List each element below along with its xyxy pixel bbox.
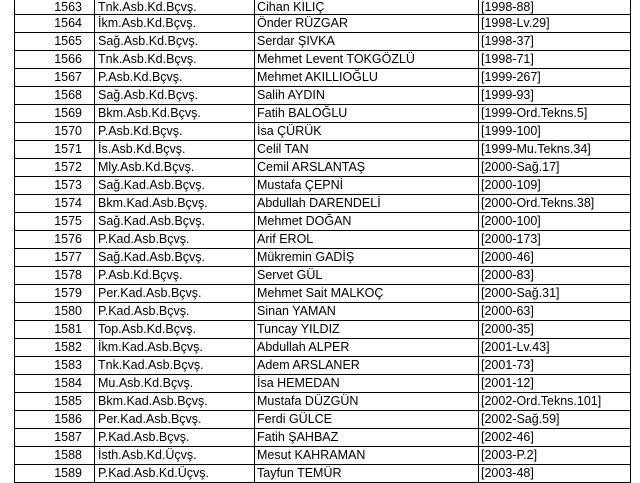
name-cell: Mesut KAHRAMAN	[255, 447, 479, 465]
rank-cell: P.Kad.Asb.Bçvş.	[95, 303, 255, 321]
code-cell: [1998-Lv.29]	[479, 15, 631, 33]
code-cell: [1999-100]	[479, 123, 631, 141]
row-number: 1584	[15, 375, 95, 393]
table-row	[15, 465, 631, 483]
table-row	[15, 195, 631, 213]
code-cell: [2000-Sağ.17]	[479, 159, 631, 177]
row-number: 1563	[15, 0, 95, 15]
table-row	[15, 285, 631, 303]
row-number: 1575	[15, 213, 95, 231]
code-cell: [1999-Mu.Tekns.34]	[479, 141, 631, 159]
table-row	[15, 123, 631, 141]
code-cell: [2001-Lv.43]	[479, 339, 631, 357]
table-row	[15, 321, 631, 339]
personnel-table-body	[15, 0, 631, 483]
code-cell: [2000-83]	[479, 267, 631, 285]
table-row	[15, 339, 631, 357]
rank-cell: İkm.Kad.Asb.Bçvş.	[95, 339, 255, 357]
row-number: 1569	[15, 105, 95, 123]
name-cell: Tuncay YILDIZ	[255, 321, 479, 339]
row-number: 1574	[15, 195, 95, 213]
table-row	[15, 105, 631, 123]
name-cell: Cemil ARSLANTAŞ	[255, 159, 479, 177]
table-row	[15, 69, 631, 87]
row-number: 1567	[15, 69, 95, 87]
table-row	[15, 159, 631, 177]
code-cell: [2003-P.2]	[479, 447, 631, 465]
name-cell: Ferdi GÜLCE	[255, 411, 479, 429]
row-number: 1585	[15, 393, 95, 411]
row-number: 1565	[15, 33, 95, 51]
rank-cell: P.Asb.Kd.Bçvş.	[95, 123, 255, 141]
name-cell: Serdar ŞIVKA	[255, 33, 479, 51]
row-number: 1576	[15, 231, 95, 249]
code-cell: [2000-100]	[479, 213, 631, 231]
row-number: 1573	[15, 177, 95, 195]
rank-cell: Sağ.Kad.Asb.Bçvş.	[95, 177, 255, 195]
row-number: 1579	[15, 285, 95, 303]
rank-cell: Per.Kad.Asb.Bçvş.	[95, 285, 255, 303]
table-row	[15, 33, 631, 51]
table-row	[15, 303, 631, 321]
table-row	[15, 15, 631, 33]
table-row	[15, 51, 631, 69]
table-row	[15, 177, 631, 195]
code-cell: [1999-267]	[479, 69, 631, 87]
table-row	[15, 87, 631, 105]
table-row	[15, 0, 631, 15]
rank-cell: P.Asb.Kd.Bçvş.	[95, 267, 255, 285]
code-cell: [2000-46]	[479, 249, 631, 267]
name-cell: Abdullah DARENDELİ	[255, 195, 479, 213]
row-number: 1578	[15, 267, 95, 285]
name-cell: Önder RÜZGAR	[255, 15, 479, 33]
rank-cell: İsth.Asb.Kd.Üçvş.	[95, 447, 255, 465]
row-number: 1566	[15, 51, 95, 69]
code-cell: [1999-93]	[479, 87, 631, 105]
rank-cell: Sağ.Asb.Kd.Bçvş.	[95, 33, 255, 51]
name-cell: Abdullah ALPER	[255, 339, 479, 357]
name-cell: Adem ARSLANER	[255, 357, 479, 375]
table-row	[15, 411, 631, 429]
row-number: 1589	[15, 465, 95, 483]
rank-cell: Sağ.Kad.Asb.Bçvş.	[95, 213, 255, 231]
rank-cell: Mu.Asb.Kd.Bçvş.	[95, 375, 255, 393]
name-cell: Fatih BALOĞLU	[255, 105, 479, 123]
name-cell: Mehmet DOĞAN	[255, 213, 479, 231]
row-number: 1587	[15, 429, 95, 447]
rank-cell: Bkm.Kad.Asb.Bçvş.	[95, 393, 255, 411]
row-number: 1583	[15, 357, 95, 375]
name-cell: Mustafa DÜZGÜN	[255, 393, 479, 411]
table-row	[15, 213, 631, 231]
rank-cell: Tnk.Asb.Kd.Bçvş.	[95, 0, 255, 15]
name-cell: Celil TAN	[255, 141, 479, 159]
row-number: 1564	[15, 15, 95, 33]
rank-cell: Bkm.Kad.Asb.Bçvş.	[95, 195, 255, 213]
rank-cell: Per.Kad.Asb.Bçvş.	[95, 411, 255, 429]
rank-cell: P.Kad.Asb.Kd.Üçvş.	[95, 465, 255, 483]
rank-cell: P.Kad.Asb.Bçvş.	[95, 231, 255, 249]
table-row	[15, 267, 631, 285]
code-cell: [2003-48]	[479, 465, 631, 483]
row-number: 1572	[15, 159, 95, 177]
name-cell: İsa ÇÜRÜK	[255, 123, 479, 141]
row-number: 1570	[15, 123, 95, 141]
name-cell: Mükremin GADİŞ	[255, 249, 479, 267]
row-number: 1582	[15, 339, 95, 357]
row-number: 1571	[15, 141, 95, 159]
code-cell: [2000-Sağ.31]	[479, 285, 631, 303]
rank-cell: Sağ.Kad.Asb.Bçvş.	[95, 249, 255, 267]
code-cell: [2001-73]	[479, 357, 631, 375]
name-cell: Arif EROL	[255, 231, 479, 249]
rank-cell: İs.Asb.Kd.Bçvş.	[95, 141, 255, 159]
code-cell: [2000-63]	[479, 303, 631, 321]
rank-cell: İkm.Asb.Kd.Bçvş.	[95, 15, 255, 33]
table-row	[15, 375, 631, 393]
code-cell: [1999-Ord.Tekns.5]	[479, 105, 631, 123]
name-cell: Servet GÜL	[255, 267, 479, 285]
table-row	[15, 141, 631, 159]
row-number: 1568	[15, 87, 95, 105]
code-cell: [2000-Ord.Tekns.38]	[479, 195, 631, 213]
code-cell: [2002-46]	[479, 429, 631, 447]
code-cell: [2000-35]	[479, 321, 631, 339]
code-cell: [1998-88]	[479, 0, 631, 15]
name-cell: Salih AYDIN	[255, 87, 479, 105]
name-cell: İsa HEMEDAN	[255, 375, 479, 393]
rank-cell: P.Asb.Kd.Bçvş.	[95, 69, 255, 87]
name-cell: Cihan KILIÇ	[255, 0, 479, 15]
table-row	[15, 393, 631, 411]
row-number: 1581	[15, 321, 95, 339]
row-number: 1577	[15, 249, 95, 267]
table-row	[15, 231, 631, 249]
rank-cell: Top.Asb.Kd.Bçvş.	[95, 321, 255, 339]
name-cell: Mehmet AKILLIOĞLU	[255, 69, 479, 87]
table-row	[15, 447, 631, 465]
code-cell: [2000-109]	[479, 177, 631, 195]
rank-cell: Tnk.Asb.Kd.Bçvş.	[95, 51, 255, 69]
code-cell: [2000-173]	[479, 231, 631, 249]
table-row	[15, 249, 631, 267]
rank-cell: Mly.Asb.Kd.Bçvş.	[95, 159, 255, 177]
name-cell: Tayfun TEMÜR	[255, 465, 479, 483]
name-cell: Fatih ŞAHBAZ	[255, 429, 479, 447]
rank-cell: Sağ.Asb.Kd.Bçvş.	[95, 87, 255, 105]
rank-cell: P.Kad.Asb.Bçvş.	[95, 429, 255, 447]
code-cell: [2001-12]	[479, 375, 631, 393]
row-number: 1586	[15, 411, 95, 429]
name-cell: Mehmet Levent TOKGÖZLÜ	[255, 51, 479, 69]
code-cell: [1998-37]	[479, 33, 631, 51]
row-number: 1580	[15, 303, 95, 321]
rank-cell: Tnk.Kad.Asb.Bçvş.	[95, 357, 255, 375]
table-row	[15, 429, 631, 447]
code-cell: [2002-Ord.Tekns.101]	[479, 393, 631, 411]
name-cell: Mehmet Sait MALKOÇ	[255, 285, 479, 303]
name-cell: Mustafa ÇEPNİ	[255, 177, 479, 195]
personnel-table	[14, 0, 631, 483]
rank-cell: Bkm.Asb.Kd.Bçvş.	[95, 105, 255, 123]
code-cell: [2002-Sağ.59]	[479, 411, 631, 429]
name-cell: Sinan YAMAN	[255, 303, 479, 321]
table-row	[15, 357, 631, 375]
row-number: 1588	[15, 447, 95, 465]
code-cell: [1998-71]	[479, 51, 631, 69]
